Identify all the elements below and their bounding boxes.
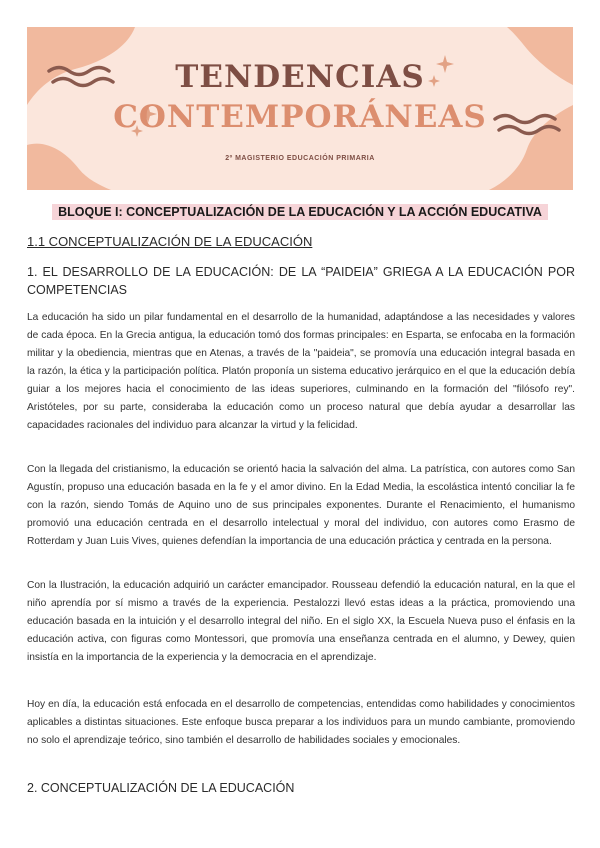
title-line-1: TENDENCIAS [175,59,425,95]
subtitle: 2º MAGISTERIO EDUCACIÓN PRIMARIA [225,155,375,162]
block-heading-text: BLOQUE I: CONCEPTUALIZACIÓN DE LA EDUCACIÓN Y LA ACCIÓN EDUCATIVA [52,204,548,220]
paragraph: Con la Ilustración, la educación adquirió un carácter emancipador. Rousseau defendió la educación natural, en la que el niño aprendía por sí mismo a través de la experiencia. Pestalozzi llevó estas ideas a la práctica, promoviendo una educación basada en la intuición y el desarrollo integral del niño. En el siglo XX, la Escuela Nueva puso el énfasis en la educación activa, con figuras como Montessori, que promovía una enseñanza centrada en el alumno, y Dewey, quien insistía en la importancia de la experiencia y la democracia en el aprendizaje. [27,580,575,663]
heading-1: 1. EL DESARROLLO DE LA EDUCACIÓN: DE LA “PAIDEIA” GRIEGA A LA EDUCACIÓN POR COMPETENCIAS [27,265,575,297]
paragraph: La educación ha sido un pilar fundamental en el desarrollo de la humanidad, adaptándose a las necesidades y valores de cada época. En la Grecia antigua, la educación tomó dos formas principales: en Esparta, se enfocaba en la formación militar y la obediencia, mientras que en Atenas, a través de la "paideia", se promovía una educación integral basada en la razón, la ética y la participación política. Platón proponía un sistema educativo jerárquico en el que la educación debía guiar a los mejores hacia el conocimiento de las ideas superiores, culminando en la formación del "filósofo rey". Aristóteles, por su parte, consideraba la educación como un proceso natural que debía ayudar a desarrollar las capacidades racionales del individuo para alcanzar la virtud y la felicidad. [27,312,575,431]
paragraph: Hoy en día, la educación está enfocada en el desarrollo de competencias, entendidas como habilidades y conocimientos aplicables a distintas situaciones. Este enfoque busca preparar a los individuos para un mundo cambiante, promoviendo no solo el aprendizaje teórico, sino también el desarrollo de habilidades sociales y emocionales. [27,699,575,746]
paragraph: Con la llegada del cristianismo, la educación se orientó hacia la salvación del alma. La patrística, con autores como San Agustín, propuso una educación basada en la fe y el amor divino. En la Edad Media, la escolástica intentó conciliar la fe con la razón, siendo Tomás de Aquino uno de sus principales exponentes. Durante el Renacimiento, el humanismo promovió una educación centrada en el desarrollo intelectual y moral del individuo, con autores como Erasmo de Rotterdam y Juan Luis Vives, quienes defendían la importancia de una educación práctica y centrada en la persona. [27,464,575,547]
blob-bottom-left [27,144,111,190]
heading-2: 2. CONCEPTUALIZACIÓN DE LA EDUCACIÓN [27,781,295,795]
header-banner [27,27,573,190]
block-heading [0,203,600,221]
section-heading: 1.1 CONCEPTUALIZACIÓN DE LA EDUCACIÓN [27,234,313,249]
title-line-2: CONTEMPORÁNEAS [113,99,487,135]
